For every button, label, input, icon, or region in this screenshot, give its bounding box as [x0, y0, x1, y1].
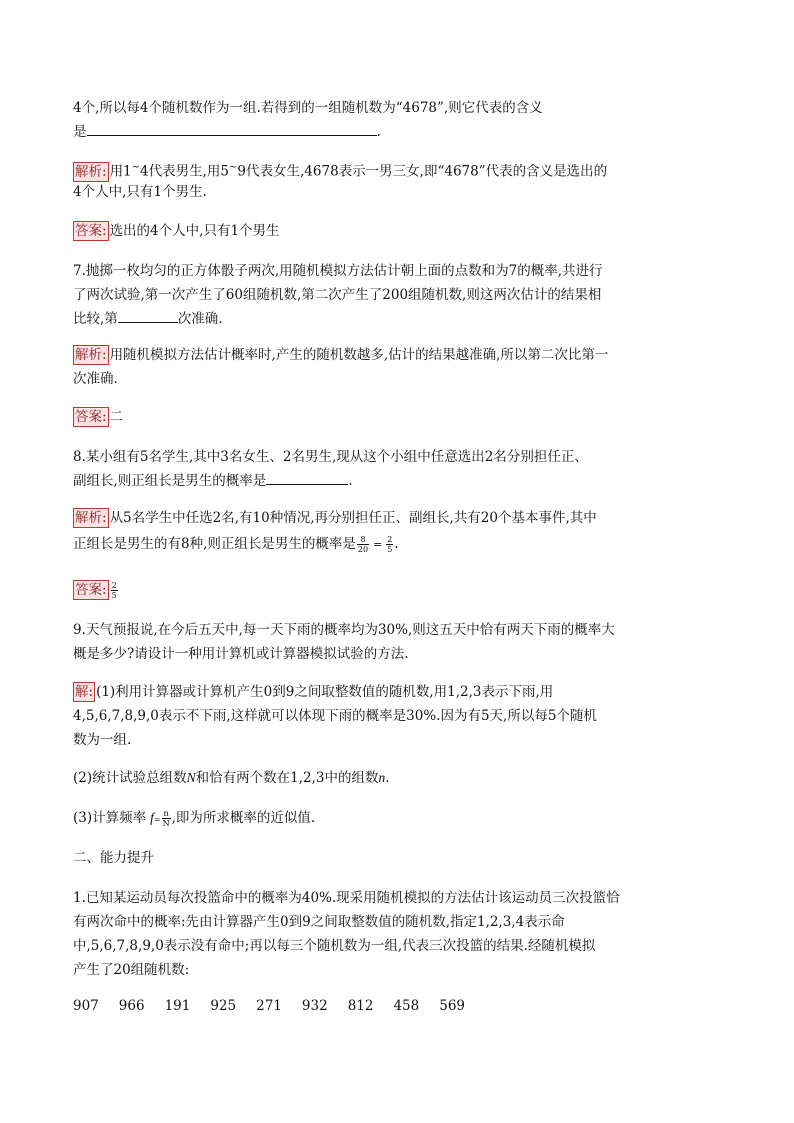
- q8-answer-blank: [266, 470, 348, 485]
- random-number: 907: [73, 998, 99, 1014]
- q7-line3-pre: 比较,第: [73, 311, 118, 327]
- tilde-mark: ~: [131, 162, 141, 173]
- q8-analysis-text: 从5名学生中任选2名,有10种情况,再分别担任正、副组长,共有20个基本事件,其中: [109, 510, 597, 526]
- step3-text-b: ,即为所求概率的近似值.: [171, 810, 316, 826]
- q7-line2: 了两次试验,第一次产生了60组随机数,第二次产生了200组随机数,则这两次估计的结果相: [73, 287, 602, 303]
- q6-line2-post: .: [376, 124, 381, 140]
- q7-analysis-text: 用随机模拟方法估计概率时,产生的随机数越多,估计的结果越准确,所以第二次比第一: [109, 347, 609, 363]
- analysis-tag: 解析:: [75, 347, 107, 363]
- random-number: 925: [210, 998, 237, 1014]
- random-number: 458: [393, 998, 420, 1014]
- q9-step2: [73, 766, 723, 790]
- solution-tag: 解:: [75, 684, 94, 700]
- q7-line1: 7.抛掷一枚均匀的正方体骰子两次,用随机模拟方法估计朝上面的点数和为7的概率,共进行: [73, 263, 603, 279]
- variable-N: N: [186, 770, 196, 785]
- q6-analysis-text-a: 用1: [109, 163, 132, 180]
- q7-line3: [73, 307, 723, 331]
- fraction-denominator: 5: [111, 591, 117, 600]
- q9-solution-line1: [73, 680, 723, 704]
- equals-sign: =: [373, 538, 383, 551]
- answer-tag: 答案:: [75, 223, 107, 239]
- equals-sign: =: [153, 815, 161, 824]
- q6-analysis-text-c: 9代表女生,4678表示一男三女,即“4678”代表的含义是选出的: [237, 163, 608, 180]
- answer-tag: 答案:: [75, 409, 107, 425]
- random-number: 932: [301, 998, 328, 1014]
- answer-fraction-2-5: [111, 581, 118, 600]
- q8-analysis-text-b: 正组长是男生的有8种,则正组长是男生的概率是: [73, 536, 356, 552]
- q6-line2: [73, 120, 723, 144]
- q9-line1: 9.天气预报说,在今后五天中,每一天下雨的概率均为30%,则这五天中恰有两天下雨的概率大: [73, 622, 615, 638]
- answer-tag: 答案:: [75, 582, 107, 598]
- q7-answer-blank: [118, 308, 178, 323]
- fraction-n-N: [162, 809, 171, 828]
- q6-analysis-text-b: 4代表男生,用5: [140, 163, 230, 180]
- tilde-mark: ~: [229, 162, 238, 173]
- q7-analysis-line1: [73, 343, 723, 367]
- variable-f: f: [150, 810, 154, 825]
- period: .: [394, 536, 399, 552]
- q7-answer: [73, 405, 723, 429]
- p1-line4: 产生了20组随机数:: [73, 962, 190, 978]
- q6-line2-pre: 是: [73, 124, 87, 140]
- q9-step3: [73, 806, 723, 832]
- step2-text-a: (2)统计试验总组数: [73, 770, 187, 786]
- p1-line1: 1.已知某运动员每次投篮命中的概率为40%.现采用随机模拟的方法估计该运动员三次投篮恰: [73, 890, 620, 906]
- q8-line1: 8.某小组有5名学生,其中3名女生、2名男生,现从这个小组中任意选出2名分别担任正、: [73, 449, 588, 465]
- q9-solution-line2: 4,5,6,7,8,9,0表示不下雨,这样就可以体现下雨的概率是30%.因为有5天,所以每5个随机: [73, 708, 597, 724]
- analysis-tag: 解析:: [75, 510, 107, 526]
- q6-answer: [73, 219, 723, 243]
- fraction-2-5: [386, 535, 393, 554]
- q7-answer-text: 二: [109, 409, 124, 425]
- fraction-numerator: n: [163, 809, 169, 818]
- random-number: 271: [256, 998, 282, 1014]
- q9-solution-text: (1)利用计算器或计算机产生0到9之间取整数值的随机数,用1,2,3表示下雨,用: [96, 684, 554, 700]
- q6-analysis-line2: 4个人中,只有1个男生.: [73, 184, 207, 200]
- p1-line3: 中,5,6,7,8,9,0表示没有命中;再以每三个随机数为一组,代表三次投篮的结果.经随机模拟: [73, 938, 596, 954]
- analysis-tag: 解析:: [75, 163, 107, 180]
- fraction-8-20: [357, 535, 369, 554]
- q9-solution-line3: 数为一组.: [73, 732, 132, 748]
- variable-n: n: [378, 770, 386, 785]
- random-number: 569: [439, 998, 466, 1014]
- q7-analysis-line2: 次准确.: [73, 371, 118, 387]
- random-number-list: [73, 994, 723, 1018]
- q7-line3-post: 次准确.: [177, 311, 223, 327]
- fraction-denominator: 20: [357, 545, 369, 554]
- q6-answer-blank: [87, 121, 377, 136]
- fraction-numerator: 8: [357, 535, 369, 545]
- q8-line2: [73, 469, 723, 493]
- q8-analysis-line2: [73, 532, 723, 557]
- fraction-numerator: 2: [111, 581, 117, 590]
- random-number: 191: [164, 998, 191, 1014]
- q9-line2: 概是多少?请设计一种用计算机或计算器模拟试验的方法.: [73, 646, 409, 662]
- q8-answer: [73, 578, 723, 602]
- q8-line2-post: .: [348, 473, 353, 489]
- q6-answer-text: 选出的4个人中,只有1个男生: [109, 223, 280, 239]
- q8-line2-pre: 副组长,则正组长是男生的概率是: [73, 473, 267, 489]
- step3-text-a: (3)计算频率: [73, 810, 147, 826]
- section-title: 二、能力提升: [73, 850, 154, 866]
- step2-text-b: 和恰有两个数在1,2,3中的组数: [195, 770, 379, 786]
- fraction-denominator: 5: [387, 545, 393, 554]
- fraction-numerator: 2: [387, 535, 393, 544]
- random-number: 812: [347, 998, 374, 1014]
- p1-line2: 有两次命中的概率:先由计算器产生0到9之间取整数值的随机数,指定1,2,3,4表示命: [73, 914, 565, 930]
- random-number: 966: [118, 998, 145, 1014]
- fraction-denominator: N: [162, 819, 170, 828]
- q6-line1: 4个,所以每4个随机数作为一组.若得到的一组随机数为“4678”,则它代表的含义: [73, 100, 543, 116]
- period: .: [385, 770, 390, 786]
- q8-analysis-line1: [73, 506, 723, 530]
